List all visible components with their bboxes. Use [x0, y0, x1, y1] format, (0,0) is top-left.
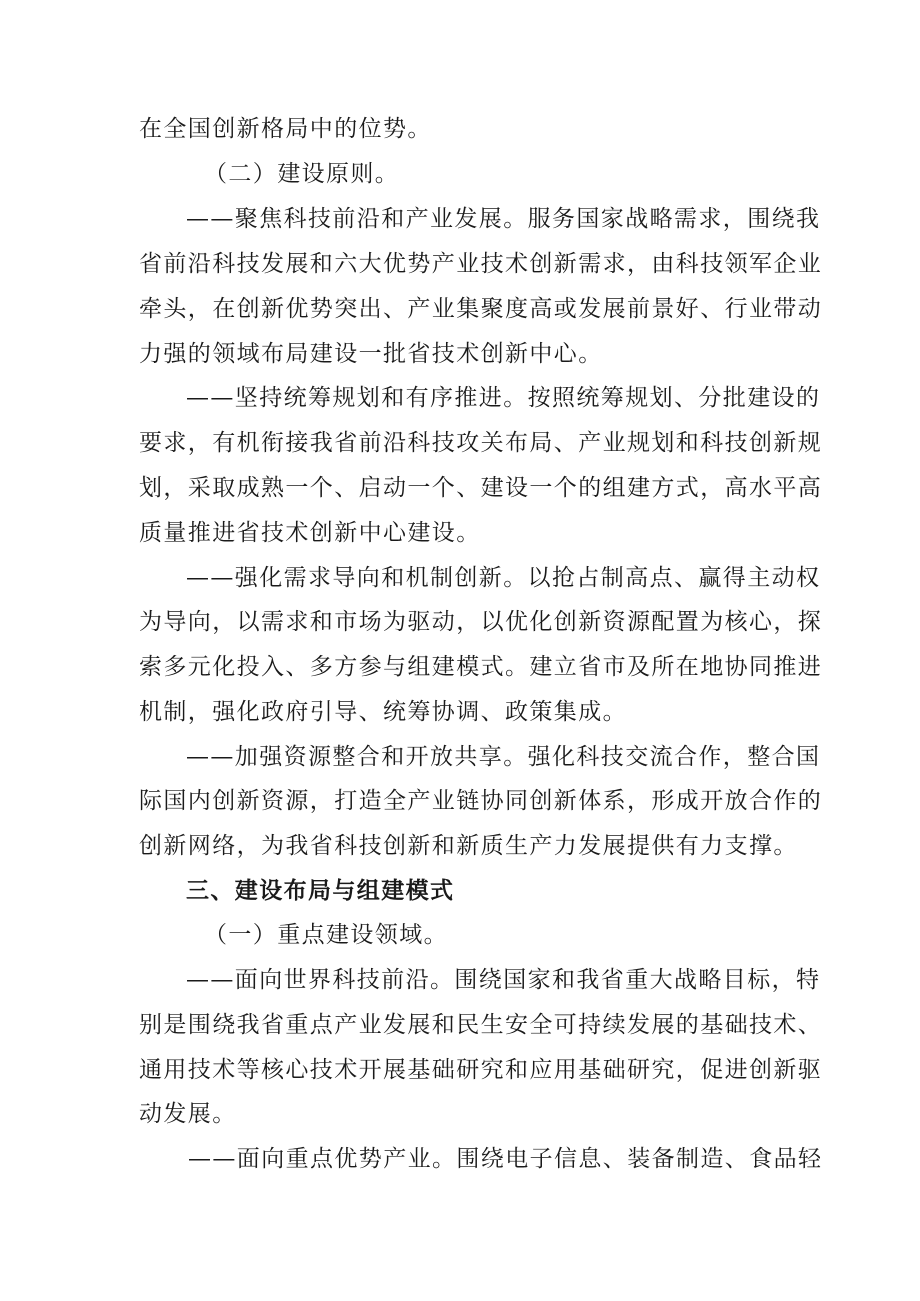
text-line: ——强化需求导向和机制创新。以抢占制高点、赢得主动权 — [186, 565, 821, 591]
section-subheading: （一）重点建设领域。 — [204, 922, 448, 948]
text-line: 力强的领域布局建设一批省技术创新中心。 — [139, 341, 603, 367]
section-subheading: （二）建设原则。 — [204, 161, 400, 187]
text-line: ——坚持统筹规划和有序推进。按照统筹规划、分批建设的 — [186, 385, 821, 411]
section-heading: 三、建设布局与组建模式 — [186, 878, 455, 904]
text-line: 划，采取成熟一个、启动一个、建设一个的组建方式，高水平高 — [139, 475, 823, 501]
text-line: ——面向重点优势产业。围绕电子信息、装备制造、食品轻 — [188, 1146, 823, 1172]
text-line: 动发展。 — [139, 1101, 237, 1127]
text-line: 机制，强化政府引导、统筹协调、政策集成。 — [139, 699, 627, 725]
text-line: 牵头，在创新优势突出、产业集聚度高或发展前景好、行业带动 — [139, 296, 823, 322]
text-line: ——面向世界科技前沿。围绕国家和我省重大战略目标，特 — [186, 967, 821, 993]
text-line: 际国内创新资源，打造全产业链协同创新体系，形成开放合作的 — [139, 788, 823, 814]
text-line: 别是围绕我省重点产业发展和民生安全可持续发展的基础技术、 — [139, 1012, 823, 1038]
text-line: 在全国创新格局中的位势。 — [139, 116, 432, 142]
text-line: 创新网络，为我省科技创新和新质生产力发展提供有力支撑。 — [139, 833, 798, 859]
text-line: ——聚焦科技前沿和产业发展。服务国家战略需求，围绕我 — [186, 206, 821, 232]
text-line: 为导向，以需求和市场为驱动，以优化创新资源配置为核心，探 — [139, 609, 823, 635]
text-line: ——加强资源整合和开放共享。强化科技交流合作，整合国 — [186, 744, 821, 770]
text-line: 省前沿科技发展和六大优势产业技术创新需求，由科技领军企业 — [139, 251, 823, 277]
text-line: 质量推进省技术创新中心建设。 — [139, 520, 481, 546]
text-line: 索多元化投入、多方参与组建模式。建立省市及所在地协同推进 — [139, 654, 823, 680]
text-line: 通用技术等核心技术开展基础研究和应用基础研究，促进创新驱 — [139, 1057, 823, 1083]
text-line: 要求，有机衔接我省前沿科技攻关布局、产业规划和科技创新规 — [139, 430, 823, 456]
